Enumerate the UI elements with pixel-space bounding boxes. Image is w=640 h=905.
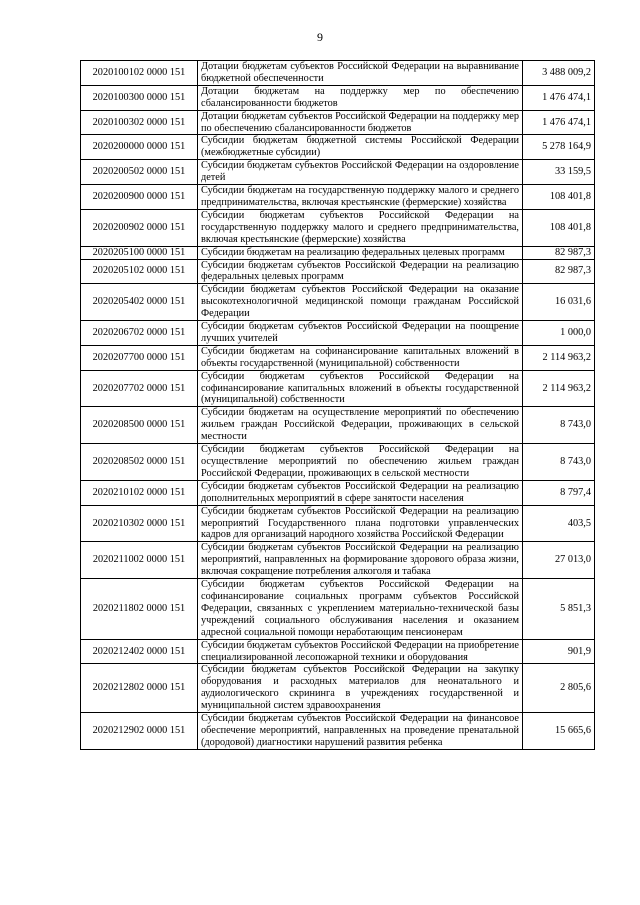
amount-cell: 15 665,6	[523, 713, 595, 750]
table-row	[81, 505, 595, 542]
amount-cell: 2 805,6	[523, 664, 595, 713]
table-row	[81, 185, 595, 210]
table-body	[81, 61, 595, 750]
description-cell: Дотации бюджетам на поддержку мер по обеспечению сбалансированности бюджетов	[198, 85, 523, 110]
amount-cell: 8 743,0	[523, 407, 595, 444]
description-cell: Субсидии бюджетам субъектов Российской Федерации на реализацию федеральных целевых программ	[198, 259, 523, 284]
table-row	[81, 284, 595, 321]
table-row	[81, 135, 595, 160]
table-row	[81, 713, 595, 750]
amount-cell: 8 797,4	[523, 480, 595, 505]
description-cell: Субсидии бюджетам на софинансирование капитальных вложений в объекты государственной (муниципальной) собственности	[198, 345, 523, 370]
table-row	[81, 259, 595, 284]
description-cell: Субсидии бюджетам субъектов Российской Федерации на закупку оборудования и расходных материалов для неонатального и аудиологического скрининга в учреждениях государственной и муниципальной систем здравоохранения	[198, 664, 523, 713]
budget-code-cell: 2020100102 0000 151	[81, 61, 198, 86]
table-row	[81, 370, 595, 407]
budget-code-cell: 2020100300 0000 151	[81, 85, 198, 110]
description-cell: Субсидии бюджетам субъектов Российской Федерации на оказание высокотехнологичной медицинской помощи гражданам Российской Федерации	[198, 284, 523, 321]
amount-cell: 2 114 963,2	[523, 370, 595, 407]
description-cell: Субсидии бюджетам субъектов Российской Федерации на софинансирование капитальных вложений в объекты государственной (муниципальной) собственности	[198, 370, 523, 407]
budget-code-cell: 2020206702 0000 151	[81, 321, 198, 346]
description-cell: Субсидии бюджетам субъектов Российской Федерации на софинансирование социальных программ субъектов Российской Федерации, связанных с укреплением материально-технической базы учреждений социального обслуживания населения и оказанием адресной социальной помощи неработающим пенсионерам	[198, 579, 523, 640]
description-cell: Субсидии бюджетам субъектов Российской Федерации на финансовое обеспечение мероприятий, направленных на проведение пренатальной (дородовой) диагностики нарушений развития ребенка	[198, 713, 523, 750]
table-row	[81, 542, 595, 579]
budget-code-cell: 2020211802 0000 151	[81, 579, 198, 640]
table-row	[81, 579, 595, 640]
description-cell: Субсидии бюджетам субъектов Российской Федерации на реализацию мероприятий, направленных на формирование здорового образа жизни, включая сокращение потребления алкоголя и табака	[198, 542, 523, 579]
table-row	[81, 321, 595, 346]
amount-cell: 1 000,0	[523, 321, 595, 346]
budget-code-cell: 2020200000 0000 151	[81, 135, 198, 160]
budget-code-cell: 2020212902 0000 151	[81, 713, 198, 750]
table-row	[81, 160, 595, 185]
budget-code-cell: 2020200902 0000 151	[81, 209, 198, 246]
amount-cell: 8 743,0	[523, 444, 595, 481]
amount-cell: 2 114 963,2	[523, 345, 595, 370]
page-number: 9	[317, 30, 323, 44]
description-cell: Субсидии бюджетам на осуществление мероприятий по обеспечению жильем граждан Российской Федерации, проживающих в сельской местности	[198, 407, 523, 444]
amount-cell: 1 476 474,1	[523, 85, 595, 110]
table-row	[81, 85, 595, 110]
amount-cell: 33 159,5	[523, 160, 595, 185]
budget-revenue-table	[80, 60, 595, 750]
table-row	[81, 209, 595, 246]
amount-cell: 901,9	[523, 639, 595, 664]
budget-code-cell: 2020200900 0000 151	[81, 185, 198, 210]
table-row	[81, 444, 595, 481]
description-cell: Дотации бюджетам субъектов Российской Федерации на выравнивание бюджетной обеспеченности	[198, 61, 523, 86]
table-row	[81, 407, 595, 444]
budget-code-cell: 2020207700 0000 151	[81, 345, 198, 370]
table-row	[81, 110, 595, 135]
description-cell: Субсидии бюджетам на реализацию федеральных целевых программ	[198, 246, 523, 259]
budget-code-cell: 2020212802 0000 151	[81, 664, 198, 713]
table-row	[81, 480, 595, 505]
table-row	[81, 246, 595, 259]
amount-cell: 5 851,3	[523, 579, 595, 640]
budget-code-cell: 2020100302 0000 151	[81, 110, 198, 135]
description-cell: Субсидии бюджетам субъектов Российской Федерации на государственную поддержку малого и среднего предпринимательства, включая крестьянские (фермерские) хозяйства	[198, 209, 523, 246]
budget-code-cell: 2020208500 0000 151	[81, 407, 198, 444]
budget-code-cell: 2020210102 0000 151	[81, 480, 198, 505]
amount-cell: 5 278 164,9	[523, 135, 595, 160]
amount-cell: 108 401,8	[523, 209, 595, 246]
amount-cell: 403,5	[523, 505, 595, 542]
budget-code-cell: 2020205402 0000 151	[81, 284, 198, 321]
description-cell: Субсидии бюджетам субъектов Российской Федерации на оздоровление детей	[198, 160, 523, 185]
amount-cell: 1 476 474,1	[523, 110, 595, 135]
table-row	[81, 639, 595, 664]
amount-cell: 108 401,8	[523, 185, 595, 210]
description-cell: Субсидии бюджетам субъектов Российской Федерации на приобретение специализированной лесопожарной техники и оборудования	[198, 639, 523, 664]
budget-code-cell: 2020212402 0000 151	[81, 639, 198, 664]
table-row	[81, 664, 595, 713]
budget-code-cell: 2020207702 0000 151	[81, 370, 198, 407]
budget-code-cell: 2020205100 0000 151	[81, 246, 198, 259]
amount-cell: 3 488 009,2	[523, 61, 595, 86]
amount-cell: 82 987,3	[523, 246, 595, 259]
amount-cell: 27 013,0	[523, 542, 595, 579]
description-cell: Субсидии бюджетам субъектов Российской Федерации на осуществление мероприятий по обеспечению жильем граждан Российской Федерации, проживающих в сельской местности	[198, 444, 523, 481]
amount-cell: 16 031,6	[523, 284, 595, 321]
description-cell: Субсидии бюджетам на государственную поддержку малого и среднего предпринимательства, включая крестьянские (фермерские) хозяйства	[198, 185, 523, 210]
amount-cell: 82 987,3	[523, 259, 595, 284]
budget-code-cell: 2020208502 0000 151	[81, 444, 198, 481]
budget-code-cell: 2020200502 0000 151	[81, 160, 198, 185]
table-row	[81, 61, 595, 86]
description-cell: Субсидии бюджетам субъектов Российской Федерации на реализацию мероприятий Государственного плана подготовки управленческих кадров для организаций народного хозяйства Российской Федерации	[198, 505, 523, 542]
table-row	[81, 345, 595, 370]
budget-code-cell: 2020210302 0000 151	[81, 505, 198, 542]
description-cell: Субсидии бюджетам субъектов Российской Федерации на поощрение лучших учителей	[198, 321, 523, 346]
description-cell: Субсидии бюджетам субъектов Российской Федерации на реализацию дополнительных мероприятий в сфере занятости населения	[198, 480, 523, 505]
description-cell: Дотации бюджетам субъектов Российской Федерации на поддержку мер по обеспечению сбалансированности бюджетов	[198, 110, 523, 135]
budget-code-cell: 2020211002 0000 151	[81, 542, 198, 579]
budget-code-cell: 2020205102 0000 151	[81, 259, 198, 284]
description-cell: Субсидии бюджетам бюджетной системы Российской Федерации (межбюджетные субсидии)	[198, 135, 523, 160]
